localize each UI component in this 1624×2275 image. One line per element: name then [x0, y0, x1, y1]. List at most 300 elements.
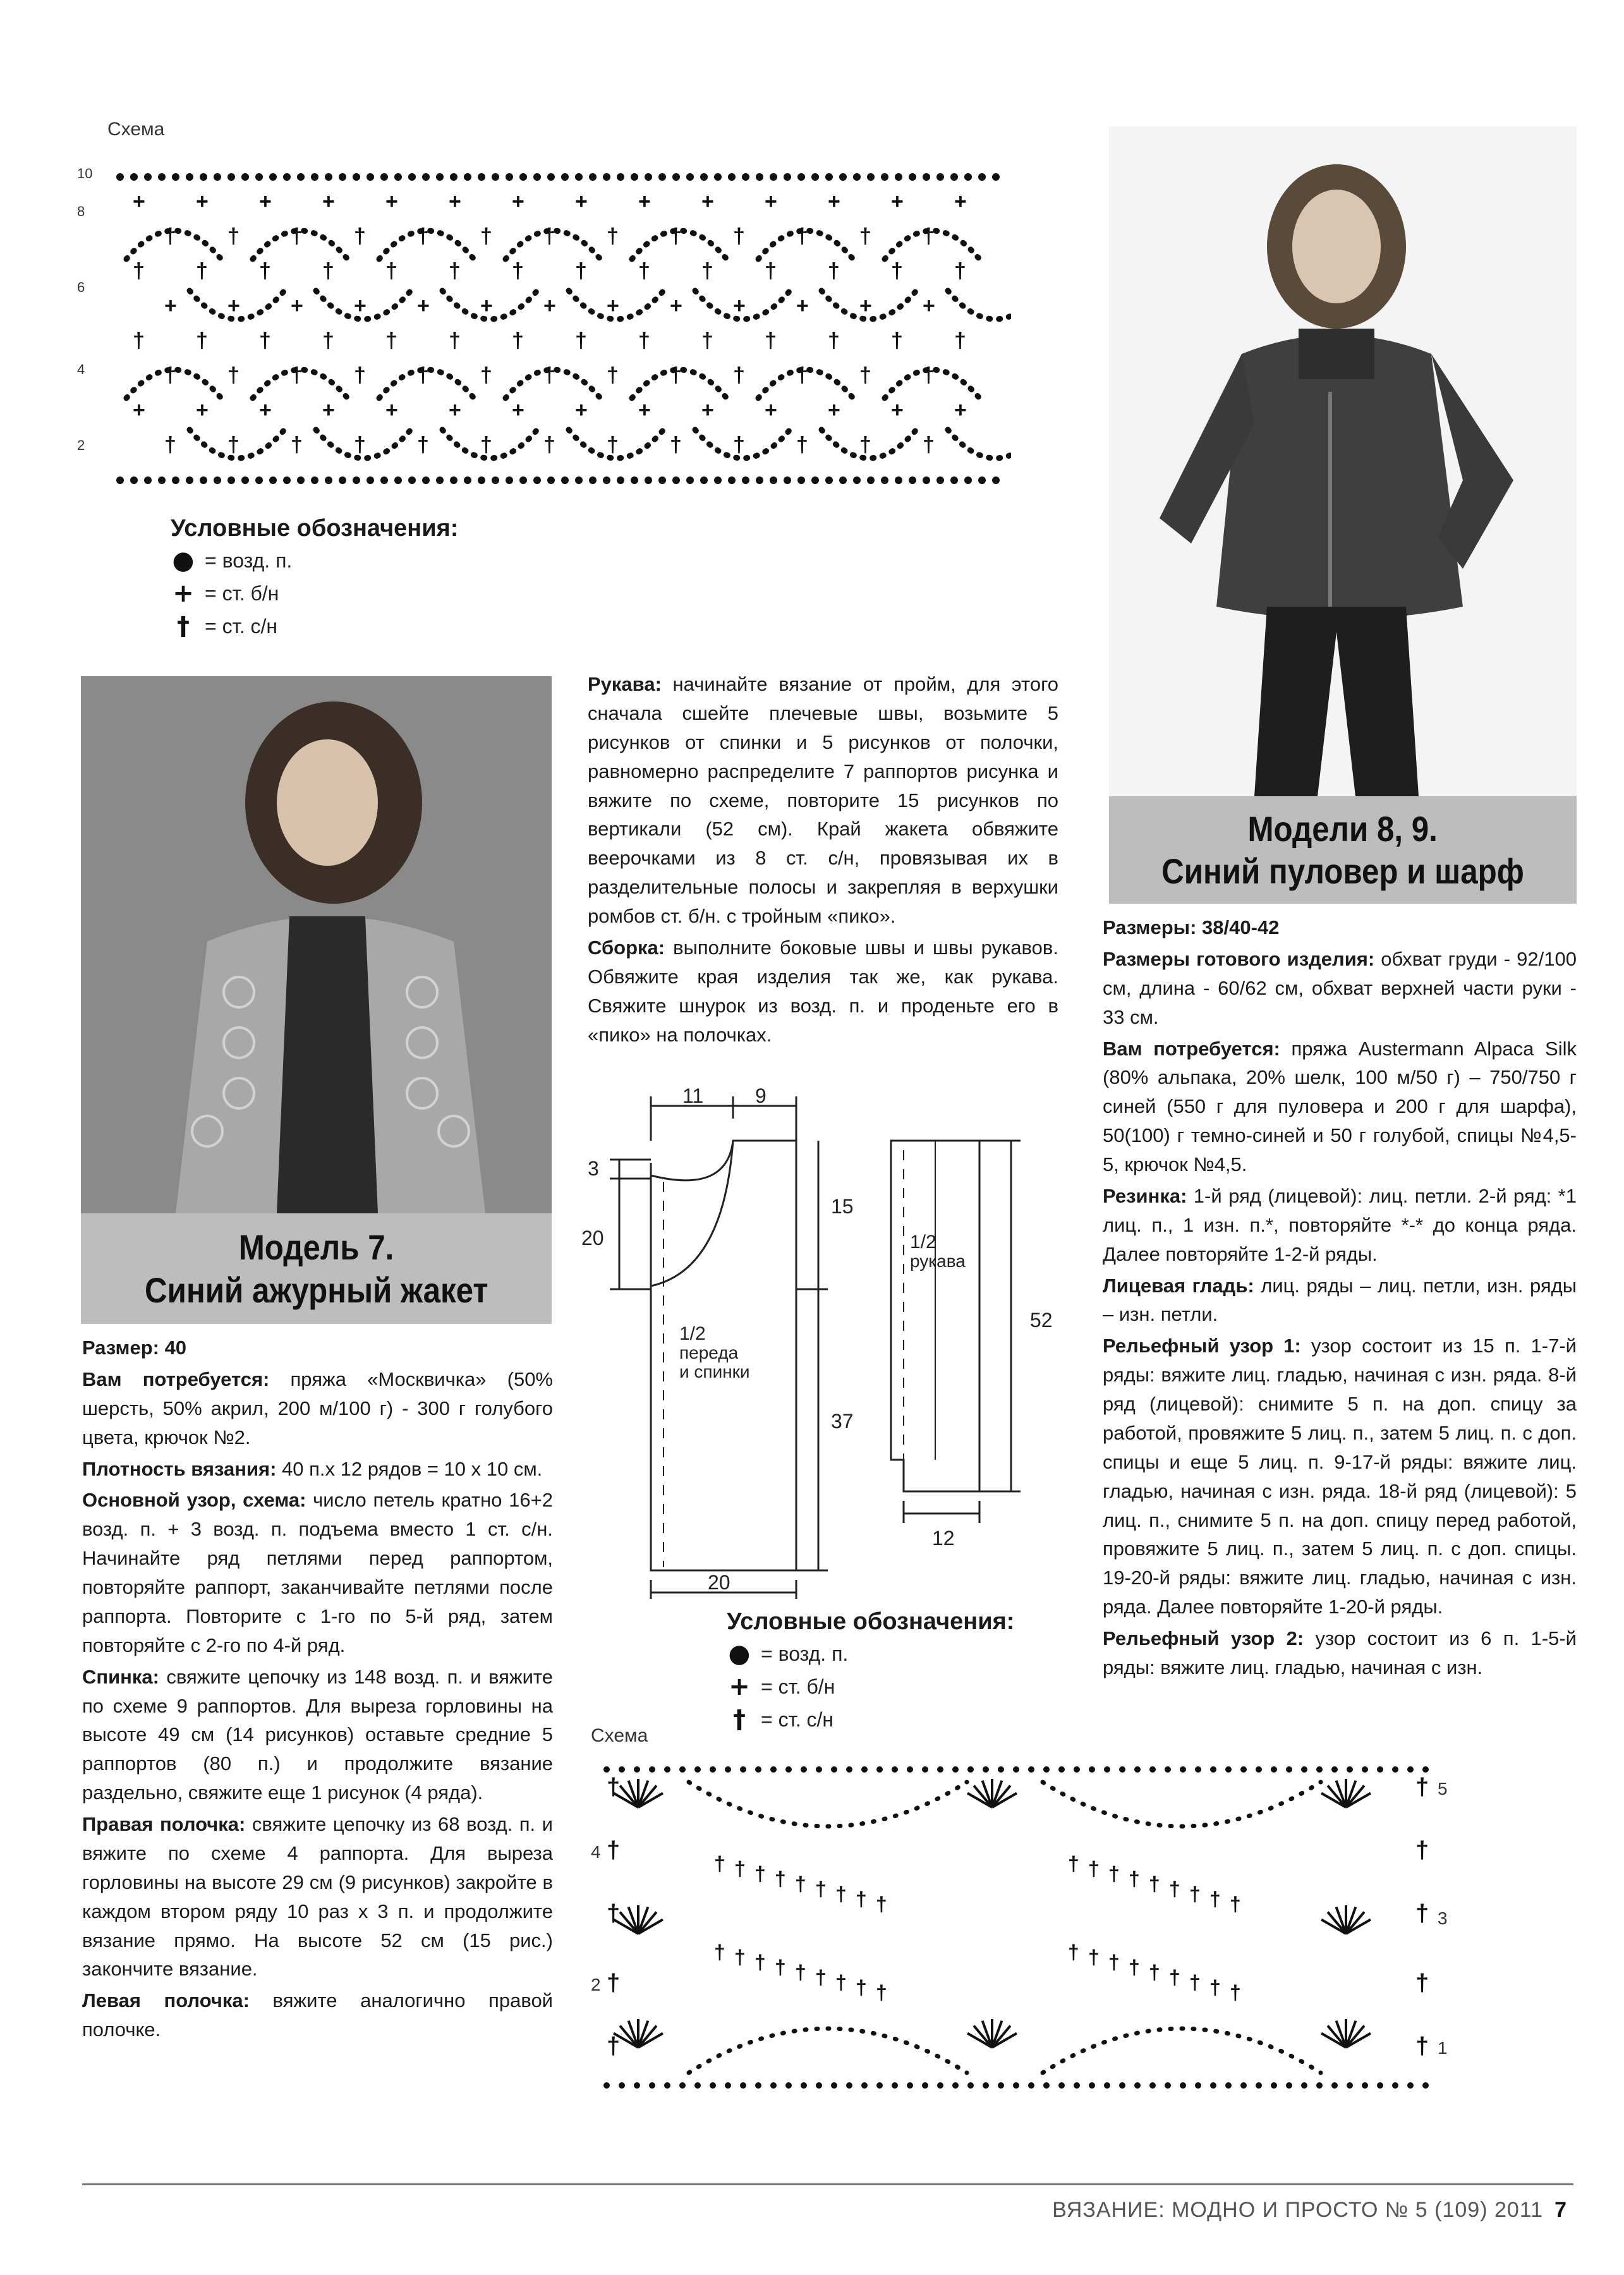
- stitch-mark: +: [607, 294, 619, 318]
- chain-dot: [700, 173, 708, 181]
- stitch-mark: †: [795, 1872, 806, 1895]
- chain-arc: [689, 2029, 967, 2073]
- chain-dot: [1301, 2082, 1307, 2089]
- stitch-mark: +: [164, 294, 177, 318]
- chain-dot: [728, 173, 736, 181]
- chain-dot: [756, 173, 763, 181]
- stitch-mark: †: [480, 363, 492, 387]
- chain-dot: [561, 476, 569, 484]
- stitch-mark: †: [638, 259, 650, 283]
- chain-dot: [297, 476, 305, 484]
- chain-dot: [1331, 2082, 1338, 2089]
- stitch-mark: †: [1415, 1837, 1429, 1864]
- stitch-mark: †: [1209, 1888, 1221, 1910]
- stitch-mark: +: [923, 294, 935, 318]
- stitch-mark: †: [891, 329, 903, 353]
- stitch-mark: +: [828, 398, 840, 422]
- stitch-mark: †: [164, 224, 176, 248]
- chain-dot: [619, 2082, 625, 2089]
- stitch-mark: +: [733, 294, 746, 318]
- chain-dot: [922, 1766, 928, 1773]
- col3-para: [1103, 1182, 1577, 1269]
- stitch-mark: †: [765, 329, 777, 353]
- chain-dot: [861, 2082, 868, 2089]
- stitch-mark: †: [1415, 1774, 1429, 1800]
- stitch-mark: †: [543, 224, 555, 248]
- stitch-mark: +: [354, 294, 367, 318]
- stitch-mark: †: [1189, 1971, 1201, 1994]
- col3-heading: Лицевая гладь:: [1103, 1274, 1254, 1297]
- chain-dot: [575, 173, 583, 181]
- chain-dot: [464, 476, 471, 484]
- stitch-mark: +: [417, 294, 430, 318]
- stitch-mark: +: [385, 398, 398, 422]
- chain-dot: [227, 173, 235, 181]
- chain-dot: [742, 173, 749, 181]
- chain-dot: [200, 476, 207, 484]
- single-crochet-icon: +: [173, 579, 194, 608]
- chain-dot: [950, 173, 958, 181]
- chain-dot: [519, 173, 527, 181]
- chain-dot: [756, 476, 763, 484]
- stitch-mark: +: [385, 190, 398, 214]
- stitch-mark: †: [796, 433, 808, 457]
- chain-dot: [664, 2082, 670, 2089]
- chain-dot: [649, 1766, 655, 1773]
- chain-dot: [603, 1766, 610, 1773]
- chain-dot: [740, 2082, 746, 2089]
- col1-heading: Размер: 40: [82, 1337, 187, 1359]
- stitch-mark: †: [734, 1857, 746, 1880]
- chain-dot: [394, 173, 402, 181]
- chain-dot: [130, 173, 138, 181]
- col3-heading: Рельефный узор 2:: [1103, 1627, 1304, 1649]
- legend-bottom-row-dc: [727, 1705, 1014, 1734]
- chain-dot: [876, 2082, 883, 2089]
- chain-dot: [923, 173, 930, 181]
- chain-dot: [645, 173, 652, 181]
- chain-dot: [1407, 1766, 1414, 1773]
- chain-dot: [1271, 1766, 1277, 1773]
- chain-dot: [519, 476, 527, 484]
- chain-dot: [1256, 2082, 1262, 2089]
- chain-dot: [867, 476, 875, 484]
- col3-heading: Размеры: 38/40-42: [1103, 916, 1280, 938]
- chain-dot: [380, 173, 388, 181]
- stitch-mark: †: [795, 1961, 806, 1984]
- chain-dot: [116, 476, 124, 484]
- chain-stitch-icon: ●: [172, 546, 195, 575]
- chain-dot: [227, 476, 235, 484]
- col3-para: [1103, 1624, 1577, 1682]
- stitch-mark: †: [607, 1970, 621, 1996]
- stitch-mark: †: [701, 259, 713, 283]
- chain-dot: [634, 1766, 640, 1773]
- chain-dot: [952, 2082, 959, 2089]
- chain-dot: [478, 173, 485, 181]
- stitch-mark: +: [954, 190, 967, 214]
- stitch-mark: †: [575, 329, 587, 353]
- chain-dot: [1210, 1766, 1216, 1773]
- chain-dot: [394, 476, 402, 484]
- chain-dot: [923, 476, 930, 484]
- col1-heading: Правая полочка:: [82, 1813, 246, 1835]
- bottom-chart-title: Схема: [591, 1725, 648, 1746]
- chain-dot: [186, 476, 193, 484]
- col3-text: узор состоит из 15 п. 1-7-й ряды: вяжите лиц. гладью, начиная с изн. ряда. 8-й ряд (лицевой): снимите 5 п. на доп. спицу за работой, провяжите 5 лиц. п., затем 5 лиц. п. с доп. спицы и еще 5 лиц. п. 9-17-й ряды: вяжите лиц. гладью, начиная с изн. ряда. 18-й ряд (лицевой): 5 лиц. п., снимите 5 п. на доп. спицу перед работой, провяжите 5 лиц. п., затем 5 лиц. п. с доп. спицы. 19-20-й ряды: вяжите лиц. гладью, начиная с изн. ряда. Далее повторяйте 1-20-й ряды.: [1103, 1335, 1577, 1618]
- model-8-9-caption-line1: Модели 8, 9.: [1247, 808, 1438, 849]
- footer: [1052, 2198, 1567, 2223]
- stitch-mark: †: [1129, 1956, 1140, 1979]
- stitch-mark: +: [449, 190, 461, 214]
- chain-dot: [867, 173, 875, 181]
- chain-dot: [1407, 2082, 1414, 2089]
- chain-dot: [533, 173, 541, 181]
- col2-text: выполните боковые швы и швы рукавов. Обвяжите края изделия так же, как рукава. Свяжите шнурок из возд. п. и проденьте его в «пико» на полочках.: [588, 936, 1058, 1046]
- col1-para: [82, 1455, 553, 1484]
- stitch-mark: †: [815, 1878, 827, 1900]
- col2-para: [588, 933, 1058, 1050]
- chain-dot: [311, 173, 318, 181]
- chain-dot: [770, 2082, 777, 2089]
- chain-dot: [679, 2082, 686, 2089]
- model-8-9-illustration-icon: [1109, 126, 1577, 796]
- front-label-2: переда: [679, 1343, 739, 1362]
- chain-arc: [1043, 2029, 1321, 2073]
- stitch-mark: †: [670, 433, 682, 457]
- col3-para: [1103, 945, 1577, 1032]
- stitch-mark: +: [765, 398, 777, 422]
- stitch-mark: †: [701, 329, 713, 353]
- chain-dot: [1271, 2082, 1277, 2089]
- bottom-row-num: 2: [591, 1975, 601, 1994]
- chain-dot: [770, 173, 777, 181]
- stitch-mark: †: [164, 363, 176, 387]
- legend-top-row-sc: [171, 579, 458, 608]
- legend-bottom-title: Условные обозначения:: [727, 1608, 1015, 1635]
- model-7-illustration-icon: [81, 676, 552, 1213]
- col3-para: [1103, 1332, 1577, 1622]
- chain-dot: [784, 173, 791, 181]
- chain-dot: [825, 476, 833, 484]
- chain-dot: [144, 476, 152, 484]
- legend-top-text-sc: = ст. б/н: [205, 581, 279, 605]
- sleeve-label-2: рукава: [910, 1251, 966, 1271]
- stitch-mark: †: [954, 259, 966, 283]
- chain-dot: [672, 476, 680, 484]
- top-row-num: 10: [77, 166, 93, 181]
- stitch-mark: +: [322, 190, 335, 214]
- chain-dot: [1058, 1766, 1065, 1773]
- chain-arc: [948, 430, 1011, 458]
- stitch-mark: †: [133, 259, 145, 283]
- col2-text: начинайте вязание от пройм, для этого сначала сшейте плечевые швы, возьмите 5 рисунков от спинки и 5 рисунков от полочки, равномерно распределите 7 раппортов рисунка и вяжите по схеме, повторите 15 рисунков по вертикали (52 см). Край жакета обвяжите веерочками из 8 ст. с/н, провязывая их в разделительные полосы и закрепляя в верхушки ромбов ст. б/н. с тройным «пико».: [588, 673, 1058, 927]
- chain-dot: [876, 1766, 883, 1773]
- stitch-mark: +: [291, 294, 303, 318]
- chain-stitch-icon: ●: [728, 1639, 751, 1668]
- stitch-mark: †: [607, 1774, 621, 1800]
- chain-dot: [770, 1766, 777, 1773]
- chain-dot: [1134, 2082, 1141, 2089]
- bottom-row-num: 3: [1438, 1908, 1448, 1928]
- stitch-mark: †: [859, 363, 871, 387]
- stitch-mark: †: [417, 224, 429, 248]
- stitch-mark: †: [512, 259, 524, 283]
- stitch-mark: †: [1068, 1941, 1079, 1963]
- stitch-mark: †: [480, 224, 492, 248]
- col1-text: 40 п.х 12 рядов = 10 х 10 см.: [276, 1457, 543, 1480]
- chain-dot: [645, 476, 652, 484]
- col2-para: [588, 670, 1058, 931]
- chain-dot: [992, 173, 1000, 181]
- stitch-mark: +: [701, 398, 714, 422]
- chain-dot: [1377, 2082, 1383, 2089]
- chain-dot: [881, 476, 888, 484]
- chain-dot: [1119, 1766, 1125, 1773]
- chain-dot: [1347, 1766, 1353, 1773]
- photo-model-7: [81, 676, 552, 1213]
- chain-dot: [714, 476, 722, 484]
- chain-dot: [241, 173, 249, 181]
- chain-dot: [895, 173, 902, 181]
- col1-text: число петель кратно 16+2 возд. п. + 3 возд. п. подъема вместо 1 ст. с/н. Начинайте ряд петлями перед раппортом, повторяйте раппорт, заканчивайте петлями после раппорта. Повторите с 1-го по 5-й ряд, затем повторяйте с 2-го по 4-й ряд.: [82, 1489, 553, 1656]
- chain-dot: [992, 476, 1000, 484]
- stitch-mark: †: [543, 363, 555, 387]
- col1-para: [82, 1333, 553, 1362]
- chain-dot: [1316, 2082, 1323, 2089]
- chain-dot: [116, 173, 124, 181]
- stitch-mark: †: [733, 433, 745, 457]
- chain-dot: [325, 173, 332, 181]
- stitch-mark: †: [828, 329, 840, 353]
- stitch-mark: †: [322, 329, 334, 353]
- chain-dot: [1180, 2082, 1186, 2089]
- stitch-mark: †: [196, 329, 208, 353]
- chain-dot: [408, 476, 416, 484]
- chain-dot: [1240, 1766, 1247, 1773]
- chain-dot: [422, 476, 430, 484]
- stitch-mark: +: [196, 190, 209, 214]
- stitch-mark: †: [1169, 1878, 1180, 1900]
- footer-magazine: ВЯЗАНИЕ: МОДНО И ПРОСТО № 5 (109) 2011: [1052, 2198, 1544, 2222]
- caption-model-7: [81, 1213, 552, 1324]
- stitch-mark: †: [1230, 1893, 1241, 1915]
- dim-20-left: 20: [581, 1227, 604, 1249]
- legend-bottom-row-sc: [727, 1672, 1014, 1701]
- legend-bottom-text-sc: = ст. б/н: [761, 1675, 835, 1698]
- stitch-mark: †: [607, 2033, 621, 2060]
- chain-dot: [634, 2082, 640, 2089]
- chain-dot: [339, 173, 346, 181]
- col1-heading: Спинка:: [82, 1665, 159, 1688]
- chain-dot: [1013, 2082, 1019, 2089]
- chain-dot: [679, 1766, 686, 1773]
- col1-heading: Вам потребуется:: [82, 1368, 270, 1390]
- stitch-mark: †: [775, 1956, 786, 1979]
- svg-text:4: [591, 1842, 601, 1862]
- col3-heading: Размеры готового изделия:: [1103, 947, 1375, 970]
- chain-dot: [1013, 1766, 1019, 1773]
- dim-9: 9: [755, 1084, 767, 1107]
- chain-dot: [339, 476, 346, 484]
- stitch-mark: †: [733, 224, 745, 248]
- col3-heading: Резинка:: [1103, 1184, 1187, 1207]
- stitch-mark: †: [638, 329, 650, 353]
- col3-text: узор состоит из 6 п. 1-5-й ряды: вяжите лиц. гладью, начиная с изн.: [1103, 1627, 1577, 1678]
- chain-dot: [631, 173, 638, 181]
- top-row-num: 8: [77, 203, 85, 219]
- stitch-mark: †: [1169, 1966, 1180, 1989]
- chain-arc: [1043, 1782, 1321, 1826]
- chain-dot: [658, 173, 666, 181]
- stitch-mark: †: [923, 363, 935, 387]
- model-8-9-caption-line2: Синий пуловер и шарф: [1161, 851, 1524, 891]
- col3-text: пряжа Austermann Alpaca Silk (80% альпака, 20% шелк, 100 м/50 г) – 750/750 г синей (550 г для пуловера и 200 г для шарфа), 50(100) г темно-синей и 50 г голубой, спицы №4,5-5, крючок №4,5.: [1103, 1037, 1577, 1175]
- stitch-mark: †: [607, 1900, 621, 1927]
- stitch-mark: †: [670, 224, 682, 248]
- chain-dot: [214, 173, 221, 181]
- stitch-mark: †: [133, 329, 145, 353]
- chain-dot: [1210, 2082, 1216, 2089]
- stitch-mark: †: [835, 1971, 847, 1994]
- chain-dot: [839, 476, 847, 484]
- stitch-mark: +: [227, 294, 240, 318]
- text-column-2: [588, 670, 1058, 1052]
- dim-37: 37: [831, 1410, 854, 1433]
- chain-dot: [950, 476, 958, 484]
- chain-dot: [1301, 1766, 1307, 1773]
- chain-dot: [1165, 1766, 1171, 1773]
- chain-dot: [742, 476, 749, 484]
- page-number: 7: [1554, 2198, 1567, 2222]
- chain-dot: [1316, 1766, 1323, 1773]
- svg-text:2: [591, 1975, 601, 1994]
- chain-dot: [728, 476, 736, 484]
- svg-text:6: [77, 279, 85, 295]
- front-label-3: и спинки: [679, 1362, 750, 1381]
- col1-text: пряжа «Москвичка» (50% шерсть, 50% акрил, 200 м/100 г) - 300 г голубого цвета, крючок №2.: [82, 1368, 553, 1448]
- top-crochet-chart: [76, 152, 1011, 506]
- chain-dot: [1286, 1766, 1292, 1773]
- stitch-mark: †: [1129, 1867, 1140, 1890]
- chain-dot: [1104, 2082, 1110, 2089]
- chain-dot: [214, 476, 221, 484]
- chain-dot: [200, 173, 207, 181]
- chain-dot: [380, 476, 388, 484]
- chain-dot: [700, 476, 708, 484]
- chain-dot: [909, 476, 916, 484]
- front-label-1: 1/2: [679, 1323, 706, 1344]
- chain-dot: [1195, 2082, 1201, 2089]
- caption-model-8-9: [1109, 796, 1577, 904]
- chain-dot: [269, 476, 277, 484]
- chain-dot: [619, 1766, 625, 1773]
- stitch-mark: †: [259, 259, 271, 283]
- chain-dot: [785, 1766, 792, 1773]
- chain-dot: [694, 1766, 701, 1773]
- stitch-mark: +: [259, 190, 272, 214]
- stitch-mark: †: [856, 1976, 867, 1999]
- stitch-mark: †: [796, 363, 808, 387]
- chain-dot: [686, 173, 694, 181]
- chain-dot: [967, 1766, 974, 1773]
- chain-dot: [1195, 1766, 1201, 1773]
- chain-dot: [937, 1766, 943, 1773]
- chain-dot: [589, 476, 597, 484]
- col1-para: [82, 1365, 553, 1452]
- chain-dot: [506, 173, 513, 181]
- stitch-mark: †: [1068, 1852, 1079, 1875]
- chain-dot: [1165, 2082, 1171, 2089]
- stitch-mark: †: [1108, 1862, 1120, 1885]
- chain-dot: [816, 2082, 822, 2089]
- chain-dot: [907, 1766, 913, 1773]
- legend-top-title: Условные обозначения:: [171, 515, 459, 542]
- col1-text: свяжите цепочку из 68 возд. п. и вяжите по схеме 4 раппорта. Для выреза горловины на высоте 29 см (9 рисунков) закройте в каждом втором ряду 10 раз х 3 п. и продолжите вязание прямо. На высоте 52 см (15 рис.) закончите вязание.: [82, 1813, 553, 1981]
- chain-dot: [1347, 2082, 1353, 2089]
- chain-dot: [1225, 1766, 1232, 1773]
- stitch-mark: +: [891, 190, 904, 214]
- chain-dot: [547, 476, 555, 484]
- chain-dot: [1028, 2082, 1034, 2089]
- chain-dot: [714, 173, 722, 181]
- col1-heading: Основной узор, схема:: [82, 1489, 306, 1512]
- chain-dot: [547, 173, 555, 181]
- chain-dot: [861, 1766, 868, 1773]
- chain-dot: [603, 476, 610, 484]
- chain-dot: [1392, 1766, 1398, 1773]
- stitch-mark: †: [1415, 1900, 1429, 1927]
- garment-schematic: [581, 1081, 1087, 1599]
- chain-dot: [311, 476, 318, 484]
- col2-heading: Рукава:: [588, 673, 662, 695]
- stitch-mark: †: [385, 329, 397, 353]
- stitch-mark: †: [856, 1888, 867, 1910]
- chain-dot: [1134, 1766, 1141, 1773]
- bottom-row-num: 1: [1438, 2038, 1448, 2058]
- stitch-mark: †: [714, 1941, 725, 1963]
- stitch-mark: †: [354, 363, 366, 387]
- svg-text:10: [77, 166, 92, 181]
- chain-dot: [964, 476, 972, 484]
- chain-dot: [892, 1766, 898, 1773]
- chain-dot: [649, 2082, 655, 2089]
- stitch-mark: †: [923, 224, 935, 248]
- stitch-mark: +: [765, 190, 777, 214]
- schematic-svg: [581, 1081, 1087, 1599]
- chain-dot: [422, 173, 430, 181]
- legend-bottom-text-dc: = ст. с/н: [761, 1708, 834, 1731]
- chain-dot: [367, 173, 374, 181]
- chain-dot: [978, 476, 986, 484]
- col2-heading: Сборка:: [588, 936, 665, 959]
- chain-dot: [998, 2082, 1004, 2089]
- chain-dot: [1043, 2082, 1050, 2089]
- chain-dot: [892, 2082, 898, 2089]
- top-chart-title: Схема: [107, 119, 165, 140]
- stitch-mark: +: [449, 398, 461, 422]
- chain-dot: [450, 173, 458, 181]
- chain-dot: [1331, 1766, 1338, 1773]
- footer-divider: [82, 2183, 1573, 2185]
- chain-dot: [186, 173, 193, 181]
- dim-52: 52: [1030, 1309, 1053, 1332]
- stitch-mark: †: [835, 1883, 847, 1905]
- stitch-mark: †: [765, 259, 777, 283]
- stitch-mark: †: [164, 433, 176, 457]
- chain-dot: [672, 173, 680, 181]
- chain-dot: [1422, 1766, 1429, 1773]
